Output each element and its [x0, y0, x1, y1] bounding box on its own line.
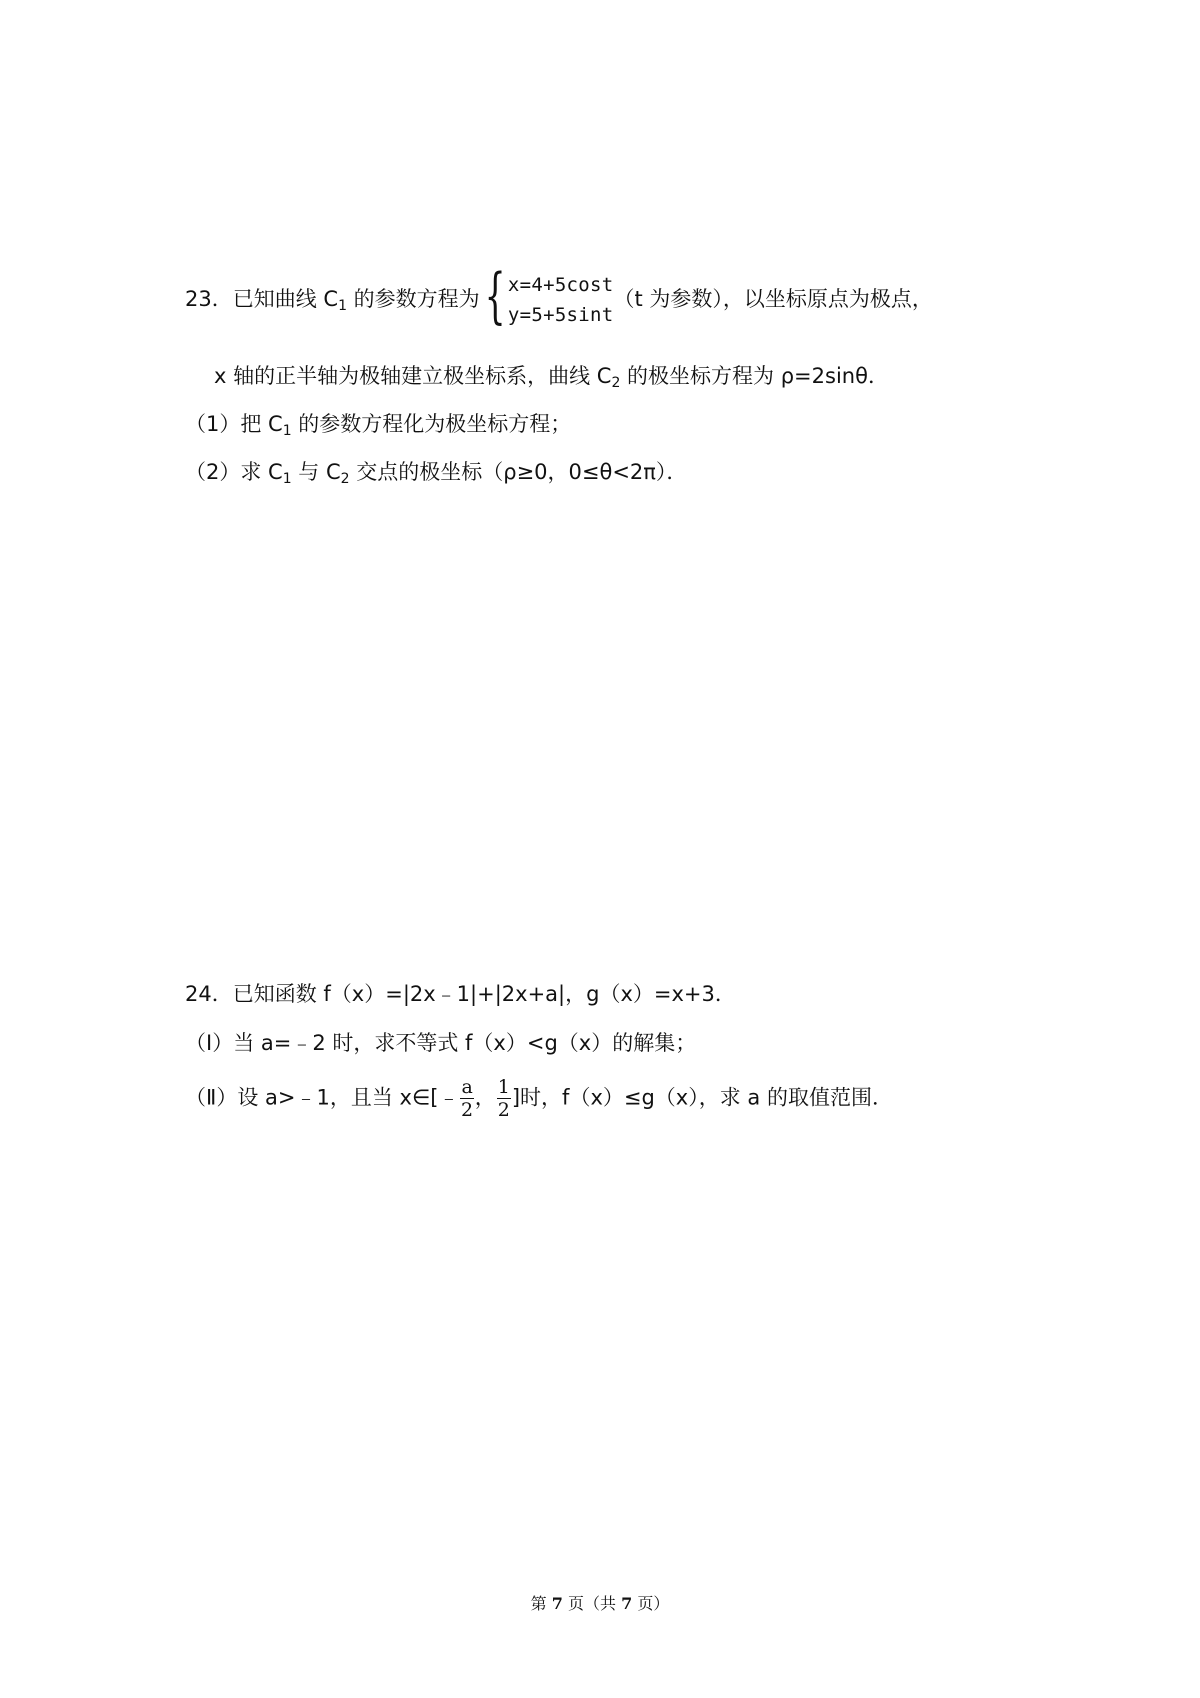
q23-stem-prefix: 23．已知曲线 C	[185, 287, 339, 311]
parametric-equation-system	[508, 270, 614, 330]
q23-part1-text-b: 的参数方程化为极坐标方程；	[291, 412, 572, 436]
fraction-denominator: 2	[497, 1099, 510, 1121]
footer-suffix: 页）	[632, 1594, 670, 1613]
q23-part1-text-a: （1）把 C	[185, 412, 283, 436]
q24-part1	[185, 1029, 696, 1057]
q23-c2-subscript: 2	[611, 375, 621, 391]
footer-middle: 页（共	[562, 1594, 622, 1613]
q24-stem	[185, 980, 736, 1008]
q23-stem-line2	[214, 362, 889, 390]
fraction-denominator: 2	[461, 1099, 474, 1121]
q24-part1-text: （Ⅰ）当 a=﹣2 时，求不等式 f（x）<g（x）的解集；	[185, 1031, 697, 1055]
q23-line2-text-b: 的极坐标方程为 ρ=2sinθ．	[620, 364, 889, 388]
q23-part2-subscript-2: 2	[340, 471, 350, 487]
q24-stem-text: 24．已知函数 f（x）=|2x﹣1|+|2x+a|，g（x）=x+3．	[185, 982, 736, 1006]
q23-stem-suffix: （t 为参数），以坐标原点为极点，	[613, 287, 933, 311]
fraction-numerator: 1	[497, 1076, 510, 1098]
q24-part2	[185, 1076, 893, 1121]
fraction-a-over-2	[460, 1076, 473, 1121]
q23-stem-mid: 的参数方程为	[346, 287, 480, 311]
q23-part2-text-c: 交点的极坐标（ρ≥0，0≤θ<2π）．	[349, 460, 688, 484]
q23-part1	[185, 410, 571, 438]
fraction-1-over-2	[497, 1076, 511, 1121]
footer-prefix: 第	[530, 1594, 552, 1613]
q23-line2-text-a: x 轴的正半轴为极轴建立极坐标系，曲线 C	[214, 364, 612, 388]
fraction-numerator: a	[461, 1076, 473, 1098]
q23-part2-subscript-1: 1	[282, 471, 292, 487]
footer-total-pages: 7	[621, 1594, 633, 1613]
q23-part2	[185, 458, 687, 486]
system-brace-icon: {	[484, 261, 506, 331]
page-footer	[0, 1593, 1200, 1615]
q24-part2-text-b: ]时，f（x）≤g（x），求 a 的取值范围．	[511, 1085, 893, 1110]
equation-y: y=5+5sint	[507, 304, 614, 326]
interval-comma: ，	[474, 1085, 496, 1110]
q24-part2-text-a: （Ⅱ）设 a>﹣1，且当 x∈[﹣	[185, 1085, 460, 1110]
q23-part1-subscript: 1	[282, 423, 292, 439]
q23-c1-subscript: 1	[338, 298, 347, 314]
q23-part2-text-b: 与 C	[291, 460, 341, 484]
equation-x: x=4+5cost	[507, 274, 614, 296]
q23-part2-text-a: （2）求 C	[185, 460, 283, 484]
footer-page-number: 7	[551, 1594, 563, 1613]
q23-stem	[185, 261, 933, 331]
